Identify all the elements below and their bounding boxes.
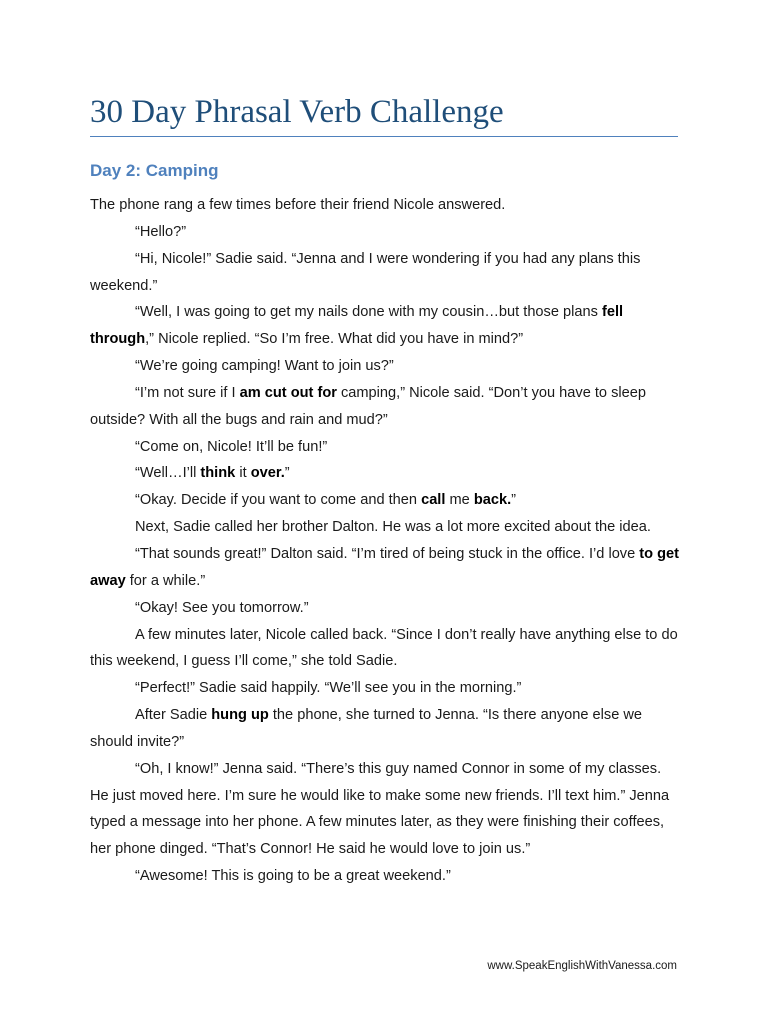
story-paragraph: [90, 675, 680, 702]
story-paragraph: [90, 460, 680, 487]
phrasal-verb-highlight: am cut out for: [239, 384, 337, 401]
phrasal-verb-highlight: back.: [473, 492, 512, 509]
phrasal-verb-highlight: over.: [250, 465, 285, 482]
footer-website-link[interactable]: www.SpeakEnglishWithVanessa.com: [487, 960, 677, 972]
story-paragraph: [90, 219, 680, 246]
story-paragraph: [90, 756, 680, 863]
story-paragraph: [90, 434, 680, 461]
story-paragraph: [90, 622, 680, 676]
paragraph-text: ”: [284, 465, 290, 482]
paragraph-text: “That sounds great!” Dalton said. “I’m tired of being stuck in the office. I’d love: [135, 545, 640, 562]
phrasal-verb-highlight: think: [200, 465, 236, 482]
paragraph-text: “Hi, Nicole!” Sadie said. “Jenna and I were wondering if you had any plans this weekend.”: [90, 250, 641, 294]
paragraph-text: “Awesome! This is going to be a great weekend.”: [135, 868, 451, 885]
page-title: 30 Day Phrasal Verb Challenge: [90, 94, 504, 130]
story-paragraph: [90, 246, 680, 300]
paragraph-text: me: [445, 492, 474, 509]
paragraph-text: “I’m not sure if I: [135, 384, 240, 401]
story-paragraph: [90, 299, 680, 353]
paragraph-text: camping,” Nicole said. “Don’t you have to sleep outside? With all the bugs and rain and mud?”: [90, 384, 646, 428]
paragraph-text: for a while.”: [125, 572, 206, 589]
story-paragraph: [90, 487, 680, 514]
paragraph-text: “Oh, I know!” Jenna said. “There’s this guy named Connor in some of my classes. He just moved here. I’m sure he would like to make some new friends. I’ll text him.” Jenna typed a message into her phone. A few minutes later, as they were finishing their coffees, her phone dinged. “That’s Connor! He said he would love to join us.”: [90, 760, 670, 858]
phrasal-verb-highlight: call: [421, 492, 446, 509]
paragraph-text: “Hello?”: [135, 223, 187, 240]
paragraph-text: Next, Sadie called her brother Dalton. He was a lot more excited about the idea.: [135, 519, 651, 536]
paragraph-text: ”: [511, 492, 517, 509]
paragraph-text: “Okay. Decide if you want to come and then: [135, 492, 422, 509]
section-heading: Day 2: Camping: [90, 161, 219, 180]
story-paragraph: [90, 380, 680, 434]
story-paragraph: [90, 595, 680, 622]
paragraph-text: A few minutes later, Nicole called back. “Since I don’t really have anything else to do this weekend, I guess I’ll come,” she told Sadie.: [90, 626, 678, 670]
story-paragraph: [90, 541, 680, 595]
paragraph-text: The phone rang a few times before their friend Nicole answered.: [90, 197, 506, 213]
paragraph-text: “Well…I’ll: [135, 465, 201, 482]
phrasal-verb-highlight: hung up: [211, 707, 269, 724]
phrasal-verb-highlight: to get away: [90, 545, 680, 589]
story-paragraph: [90, 702, 680, 756]
paragraph-text: “Perfect!” Sadie said happily. “We’ll see you in the morning.”: [135, 680, 522, 697]
title-divider: [90, 136, 678, 137]
paragraph-text: “Come on, Nicole! It’ll be fun!”: [135, 438, 328, 455]
paragraph-text: “Well, I was going to get my nails done with my cousin…but those plans: [135, 304, 602, 321]
paragraph-text: it: [235, 465, 251, 482]
paragraph-text: “Okay! See you tomorrow.”: [135, 599, 309, 616]
story-paragraph: [90, 863, 680, 890]
paragraph-text: the phone, she turned to Jenna. “Is there anyone else we should invite?”: [90, 707, 643, 750]
story-paragraph: [90, 514, 680, 541]
paragraph-text: After Sadie: [135, 707, 212, 724]
paragraph-text: “We’re going camping! Want to join us?”: [135, 358, 394, 375]
paragraph-text: ,” Nicole replied. “So I’m free. What did you have in mind?”: [145, 331, 524, 348]
story-body: [90, 192, 680, 890]
story-paragraph: [90, 353, 680, 380]
story-paragraph: [90, 192, 680, 219]
phrasal-verb-highlight: fell through: [90, 304, 624, 348]
